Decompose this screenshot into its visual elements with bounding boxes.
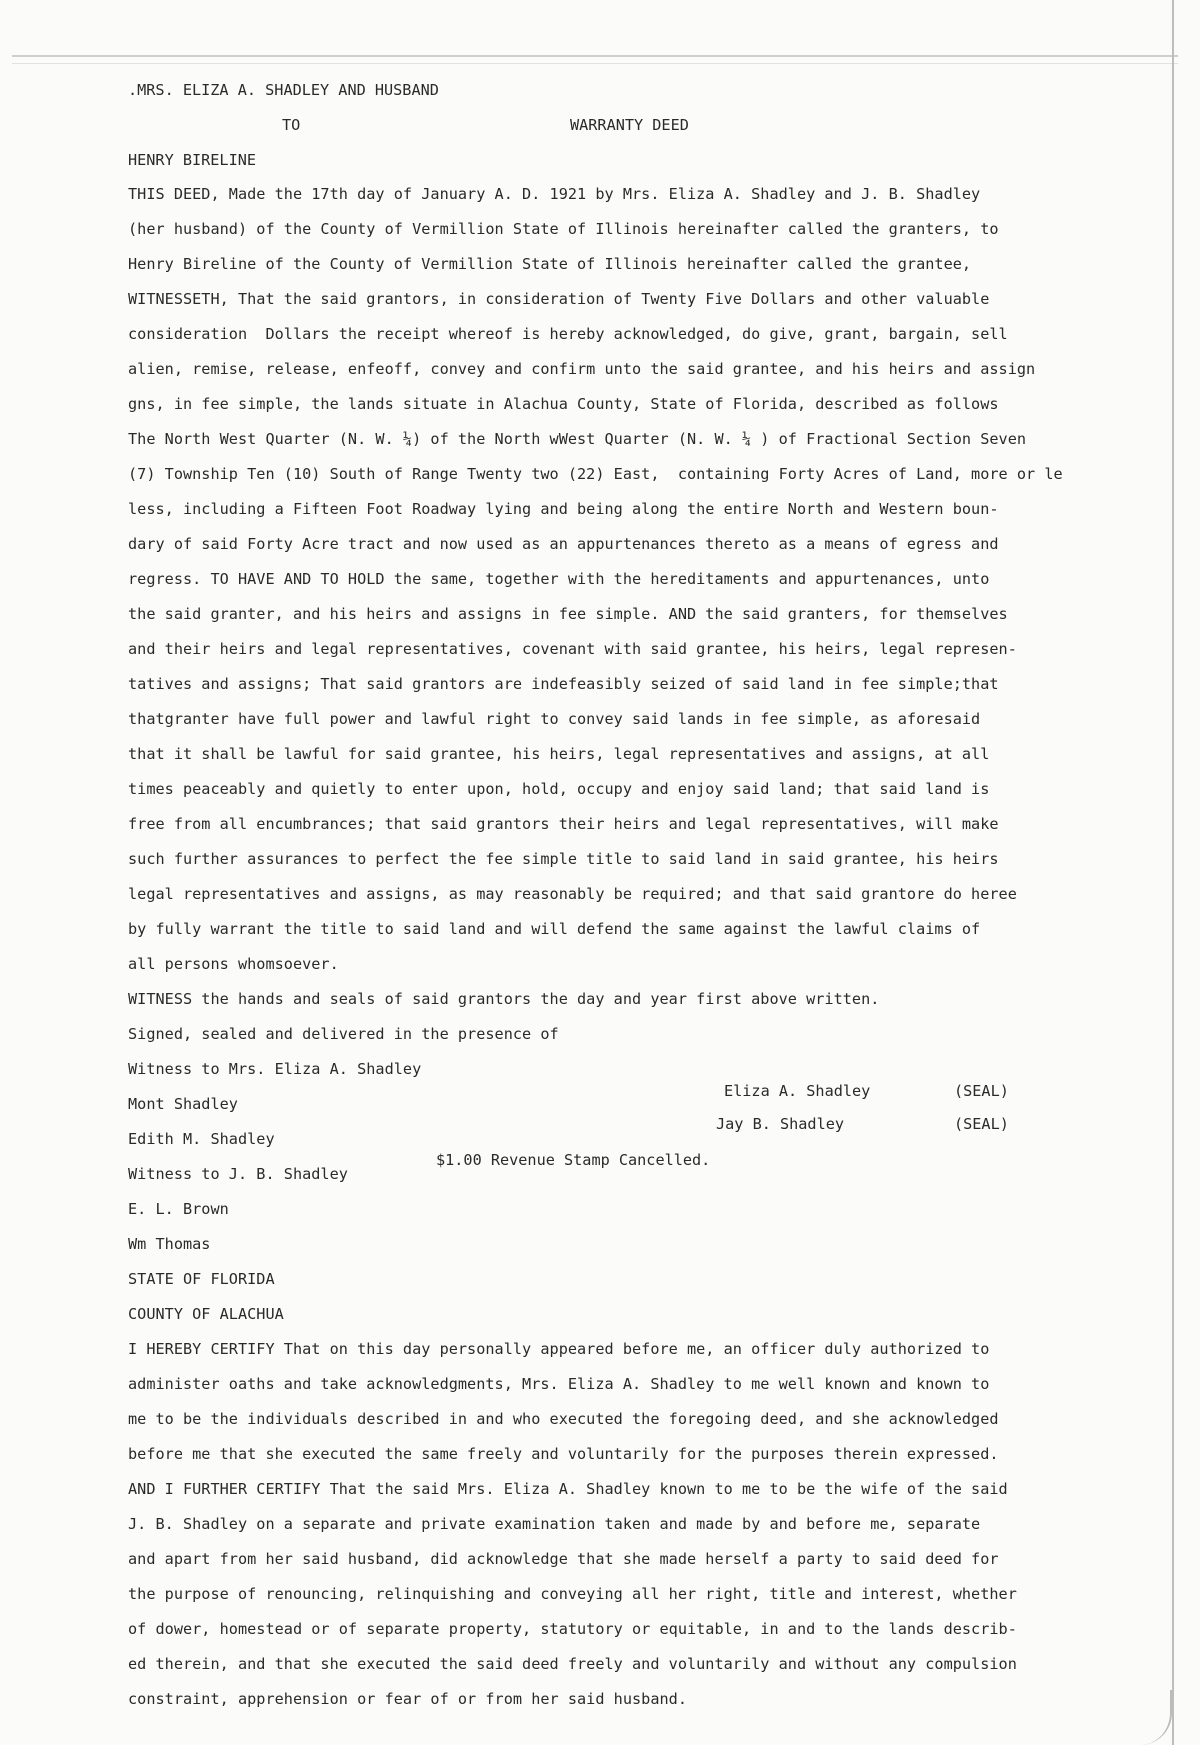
deed-text-line: STATE OF FLORIDA xyxy=(128,1270,275,1288)
deed-text-line: COUNTY OF ALACHUA xyxy=(128,1305,284,1323)
deed-text-line: dary of said Forty Acre tract and now used as an appurtenances thereto as a means of egress and xyxy=(128,535,999,553)
deed-text-line: less, including a Fifteen Foot Roadway lying and being along the entire North and Western boun- xyxy=(128,500,999,518)
document-title: WARRANTY DEED xyxy=(570,116,689,134)
deed-text-line: the purpose of renouncing, relinquishing and conveying all her right, title and interest, whether xyxy=(128,1585,1017,1603)
header-to: TO xyxy=(282,116,301,134)
deed-text-line: The North West Quarter (N. W. ¼) of the North wWest Quarter (N. W. ¼ ) of Fractional Section Seven xyxy=(128,430,1027,448)
deed-text-line: THIS DEED, Made the 17th day of January A. D. 1921 by Mrs. Eliza A. Shadley and J. B. Shadley xyxy=(128,185,981,203)
deed-text-line: WITNESS the hands and seals of said grantors the day and year first above written. xyxy=(128,990,880,1008)
seal-mark: (SEAL) xyxy=(954,1082,1009,1100)
deed-text-line: Mont Shadley xyxy=(128,1095,238,1113)
deed-text-line: the said granter, and his heirs and assigns in fee simple. AND the said granters, for themselves xyxy=(128,605,1008,623)
deed-text-line: E. L. Brown xyxy=(128,1200,229,1218)
header-parties: .MRS. ELIZA A. SHADLEY AND HUSBAND xyxy=(128,81,439,99)
deed-text-line: that it shall be lawful for said grantee, his heirs, legal representatives and assigns, at all xyxy=(128,745,990,763)
top-rule xyxy=(12,55,1178,64)
deed-text-line: me to be the individuals described in and who executed the foregoing deed, and she acknowledged xyxy=(128,1410,999,1428)
deed-text-line: (7) Township Ten (10) South of Range Twenty two (22) East, containing Forty Acres of Land, more or le xyxy=(128,465,1063,483)
deed-text-line: Wm Thomas xyxy=(128,1235,211,1253)
deed-text-line: Witness to J. B. Shadley xyxy=(128,1165,348,1183)
revenue-stamp-note: $1.00 Revenue Stamp Cancelled. xyxy=(436,1151,711,1169)
deed-text-line: alien, remise, release, enfeoff, convey and confirm unto the said grantee, and his heirs and assign xyxy=(128,360,1036,378)
deed-text-line: ed therein, and that she executed the said deed freely and voluntarily and without any compulsion xyxy=(128,1655,1017,1673)
signature-eliza: Eliza A. Shadley xyxy=(724,1082,871,1100)
deed-text-line: times peaceably and quietly to enter upon, hold, occupy and enjoy said land; that said land is xyxy=(128,780,990,798)
deed-text-line: (her husband) of the County of Vermillion State of Illinois hereinafter called the granters, to xyxy=(128,220,999,238)
deed-text-line: constraint, apprehension or fear of or from her said husband. xyxy=(128,1690,687,1708)
deed-text-line: Edith M. Shadley xyxy=(128,1130,275,1148)
seal-mark: (SEAL) xyxy=(954,1115,1009,1133)
header-grantee: HENRY BIRELINE xyxy=(128,151,257,169)
deed-text-line: before me that she executed the same freely and voluntarily for the purposes therein expressed. xyxy=(128,1445,999,1463)
deed-text-line: Witness to Mrs. Eliza A. Shadley xyxy=(128,1060,422,1078)
deed-text-line: administer oaths and take acknowledgments, Mrs. Eliza A. Shadley to me well known and known to xyxy=(128,1375,990,1393)
deed-text-line: all persons whomsoever. xyxy=(128,955,339,973)
deed-text-line: WITNESSETH, That the said grantors, in consideration of Twenty Five Dollars and other valuable xyxy=(128,290,990,308)
deed-text-line: gns, in fee simple, the lands situate in Alachua County, State of Florida, described as follows xyxy=(128,395,999,413)
deed-text-line: by fully warrant the title to said land and will defend the same against the lawful claims of xyxy=(128,920,981,938)
deed-text-line: legal representatives and assigns, as may reasonably be required; and that said grantore do heree xyxy=(128,885,1017,903)
deed-text-line: Signed, sealed and delivered in the presence of xyxy=(128,1025,559,1043)
deed-text-line: free from all encumbrances; that said grantors their heirs and legal representatives, will make xyxy=(128,815,999,833)
page-edge xyxy=(1172,0,1174,1745)
deed-text-line: and apart from her said husband, did acknowledge that she made herself a party to said deed for xyxy=(128,1550,999,1568)
deed-text-line: regress. TO HAVE AND TO HOLD the same, together with the hereditaments and appurtenances, unto xyxy=(128,570,990,588)
deed-text-line: I HEREBY CERTIFY That on this day personally appeared before me, an officer duly authorized to xyxy=(128,1340,990,1358)
deed-text-line: Henry Bireline of the County of Vermillion State of Illinois hereinafter called the grantee, xyxy=(128,255,972,273)
deed-text-line: and their heirs and legal representatives, covenant with said grantee, his heirs, legal represen- xyxy=(128,640,1017,658)
deed-text-line: consideration Dollars the receipt whereof is hereby acknowledged, do give, grant, bargain, sell xyxy=(128,325,1008,343)
page-corner-curl xyxy=(1140,1690,1172,1745)
deed-text-line: thatgranter have full power and lawful right to convey said lands in fee simple, as aforesaid xyxy=(128,710,981,728)
signature-jay: Jay B. Shadley xyxy=(716,1115,845,1133)
deed-text-line: J. B. Shadley on a separate and private examination taken and made by and before me, separate xyxy=(128,1515,981,1533)
deed-text-line: of dower, homestead or of separate property, statutory or equitable, in and to the lands describ- xyxy=(128,1620,1017,1638)
deed-text-line: tatives and assigns; That said grantors are indefeasibly seized of said land in fee simple;that xyxy=(128,675,999,693)
deed-text-line: such further assurances to perfect the fee simple title to said land in said grantee, his heirs xyxy=(128,850,999,868)
deed-text-line: AND I FURTHER CERTIFY That the said Mrs. Eliza A. Shadley known to me to be the wife of the said xyxy=(128,1480,1008,1498)
